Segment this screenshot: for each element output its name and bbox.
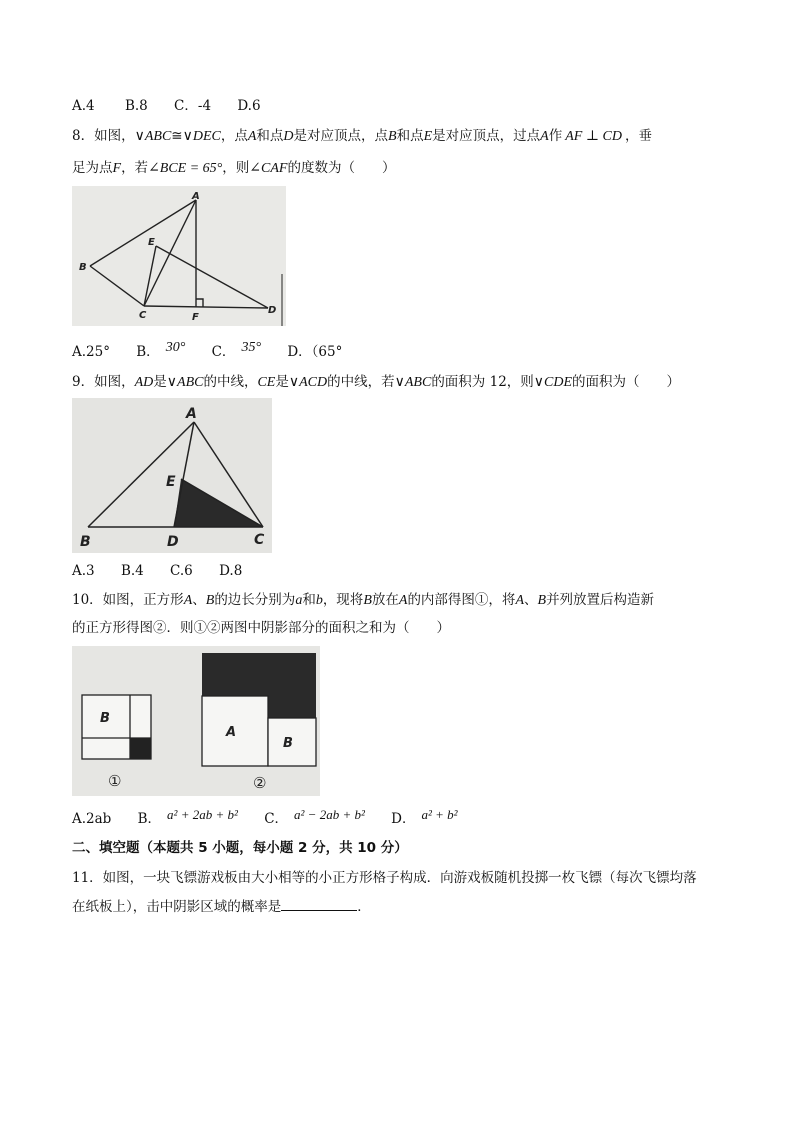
q10-text: 、 <box>524 592 538 608</box>
q8-text: 作 <box>548 128 563 144</box>
q8-option-b-value: 30° <box>165 340 186 355</box>
segment-ed <box>156 246 268 308</box>
label-d: D <box>268 305 277 316</box>
q7-options <box>72 96 261 116</box>
q8-line-1 <box>72 126 652 147</box>
label-a: A <box>186 406 197 422</box>
q10-square-b: B <box>205 593 215 608</box>
q10-text: 、 <box>192 592 206 608</box>
q7-option-b: B.8 <box>124 98 148 114</box>
q8-point: D <box>283 129 294 144</box>
q10-text: 的内部得图①，将 <box>407 592 516 608</box>
label-b: B <box>79 262 87 273</box>
q10-square-b: B <box>363 593 372 608</box>
label-c: C <box>254 532 265 548</box>
q8-text: ，点 <box>220 128 248 144</box>
q8-point: A <box>540 129 549 144</box>
q10-option-b-value: a² + 2ab + b² <box>167 807 238 822</box>
q7-option-a: A.4 <box>72 98 95 114</box>
q8-option-b-label: B． <box>136 344 160 360</box>
segment-ce <box>144 246 156 306</box>
label-b: B <box>80 534 91 550</box>
q10-line-2: 的正方形得图②．则①②两图中阴影部分的面积之和为（ ） <box>72 620 450 636</box>
q10-option-a: A.2ab <box>72 811 112 827</box>
q8-point: E <box>423 129 433 144</box>
q8-triangle-dec: ∨DEC <box>182 129 221 144</box>
q10-var-b: b <box>315 593 323 608</box>
q9-segment-ce: CE <box>257 375 276 390</box>
label-c: C <box>139 310 147 321</box>
q9-option-b: B.4 <box>120 563 144 579</box>
q10-square-b: B <box>537 593 547 608</box>
q8-line-2 <box>72 158 395 179</box>
q11-text: ． <box>357 899 371 915</box>
q8-congruent-sign: ≅ <box>171 128 183 144</box>
q9-text: 的面积为（ ） <box>572 374 681 390</box>
q10-line-1 <box>72 590 654 611</box>
q9-triangle-cde: ∨CDE <box>533 375 573 390</box>
q10-squares-diagram <box>72 646 320 796</box>
q10-square-a: A <box>398 593 408 608</box>
q8-text: 的度数为（ ） <box>287 160 396 176</box>
q10-text: ，现将 <box>322 592 364 608</box>
q8-option-a: A.25° <box>72 344 110 360</box>
q8-text: 足为点 <box>72 160 113 176</box>
q9-figure <box>72 398 272 553</box>
q9-line <box>72 372 680 393</box>
label-e: E <box>148 237 155 248</box>
q10-text: 并列放置后构造新 <box>546 592 655 608</box>
q8-option-c-value: 35° <box>241 340 262 355</box>
q9-text: 的中线，若 <box>327 374 395 390</box>
q9-option-d: D.8 <box>219 563 243 579</box>
q9-triangle-abc: ∨ABC <box>166 375 204 390</box>
label-b-fig1: B <box>100 711 110 726</box>
label-fig2-number: ② <box>253 774 267 792</box>
q10-square-a: A <box>183 593 193 608</box>
q8-options <box>72 342 342 363</box>
q8-text: ，则 <box>222 160 250 176</box>
q10-option-c-label: C． <box>264 811 289 827</box>
q10-figure <box>72 646 320 796</box>
label-a-fig2: A <box>226 725 237 740</box>
q9-text: 是 <box>275 374 289 390</box>
q10-option-b-label: B． <box>137 811 162 827</box>
label-fig1-number: ① <box>108 772 122 790</box>
q11-text: 在纸板上），击中阴影区域的概率是 <box>72 899 282 915</box>
answer-blank[interactable] <box>281 896 357 911</box>
q8-text: 是对应顶点，过点 <box>432 128 541 144</box>
q9-text: 的中线， <box>203 374 258 390</box>
label-b-fig2: B <box>283 736 293 751</box>
q10-option-c-value: a² − 2ab + b² <box>294 807 365 822</box>
q10-square-a: A <box>515 593 524 608</box>
q8-option-d: D．（65° <box>287 344 343 360</box>
q9-triangle-diagram <box>72 398 272 553</box>
q9-text: 是 <box>153 374 167 390</box>
q9-text: 9．如图， <box>72 374 135 390</box>
q9-option-c: C.6 <box>170 563 193 579</box>
q8-text: 和点 <box>396 128 424 144</box>
label-a: A <box>192 191 200 202</box>
q10-options <box>72 809 458 829</box>
q8-angle-bce: ∠BCE = 65° <box>148 161 223 176</box>
q8-text: ，垂 <box>624 128 652 144</box>
q8-point: B <box>388 129 397 144</box>
segment-bc <box>90 266 144 306</box>
q10-text: 和 <box>302 592 316 608</box>
label-e: E <box>166 474 176 490</box>
q7-option-d: D.6 <box>237 98 261 114</box>
q8-triangle-diagram <box>72 186 286 326</box>
q8-point: F <box>112 161 122 176</box>
q10-option-d-value: a² + b² <box>421 807 458 822</box>
q10-text: 放在 <box>371 592 399 608</box>
q8-text: 和点 <box>256 128 284 144</box>
q8-text: ，若 <box>121 160 149 176</box>
q9-triangle-abc: ∨ABC <box>394 375 432 390</box>
q9-options <box>72 561 242 581</box>
q9-triangle-acd: ∨ACD <box>288 375 328 390</box>
q10-text: 的边长分别为 <box>214 592 296 608</box>
q8-perpendicular: AF ⊥ CD <box>565 129 622 144</box>
q8-text: 是对应顶点，点 <box>293 128 389 144</box>
q7-option-c: C．-4 <box>174 98 212 114</box>
label-d: D <box>167 534 179 550</box>
shaded-square-fig1 <box>130 738 151 759</box>
q11-line-1: 11．如图，一块飞镖游戏板由大小相等的小正方形格子构成．向游戏板随机投掷一枚飞镖（每次飞镖均落 <box>72 870 697 886</box>
q8-text: 8．如图， <box>72 128 135 144</box>
q11-line-2 <box>72 896 371 917</box>
q8-option-c-label: C． <box>211 344 236 360</box>
q8-point: A <box>247 129 257 144</box>
label-f: F <box>192 312 199 323</box>
q10-var-a: a <box>295 593 303 608</box>
q10-option-d-label: D． <box>391 811 416 827</box>
section-heading: 二、填空题（本题共 5 小题，每小题 2 分，共 10 分） <box>72 840 408 856</box>
q8-triangle-abc: ∨ABC <box>134 129 172 144</box>
right-angle-mark <box>196 299 203 307</box>
q9-text: 的面积为 12，则 <box>431 374 534 390</box>
q9-segment-ad: AD <box>134 375 154 390</box>
segment-cd <box>144 306 268 308</box>
q8-angle-caf: ∠CAF <box>249 161 288 176</box>
q9-option-a: A.3 <box>72 563 95 579</box>
q10-text: 10．如图，正方形 <box>72 592 184 608</box>
q8-figure <box>72 186 286 326</box>
